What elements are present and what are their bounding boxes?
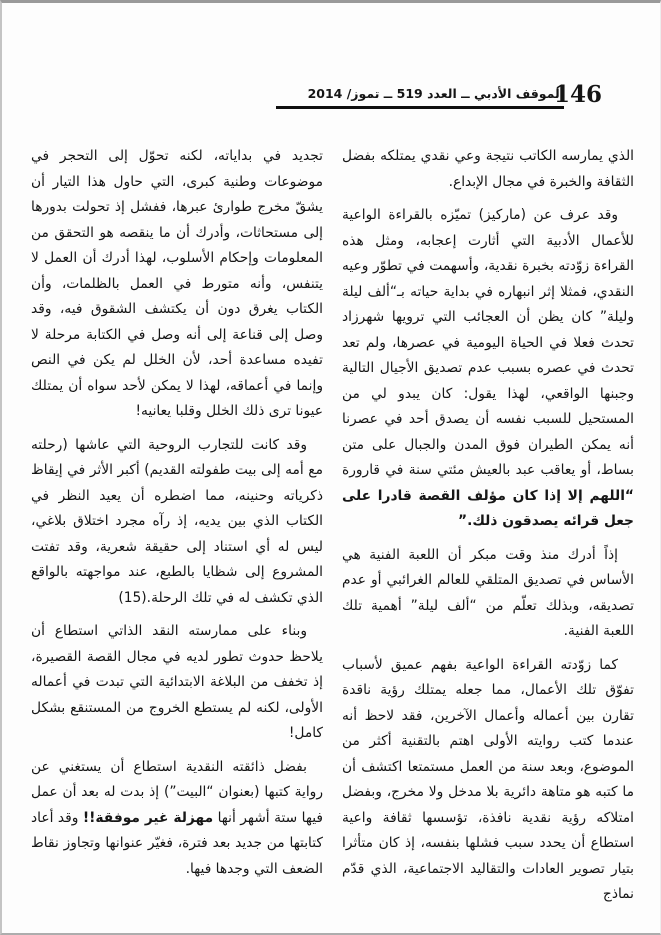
text-run: وقد أعاد كتابتها من جديد بعد فترة، فغيّر عنوانها وتجاوز نقاط الضعف التي وجدها فيها.	[31, 809, 323, 877]
column-left	[31, 144, 323, 933]
text-run: وبناء على ممارسته النقد الذاتي استطاع أن يلاحظ حدوث تطور لديه في مجال القصة القصيرة، إذ تخفف من البلاغة الابتدائية التي تبدت في أعماله الأولى، لكنه لم يستطع الخروج من المستنقع بشكل كامل!	[31, 623, 323, 741]
paragraph	[31, 619, 323, 747]
text-run: الذي يمارسه الكاتب نتيجة وعي نقدي يمتلكه بفضل الثقافة والخبرة في مجال الإبداع.	[342, 148, 634, 190]
article-body	[31, 144, 634, 933]
paragraph	[31, 755, 323, 883]
text-run: وقد كانت للتجارب الروحية التي عاشها (رحلته مع أمه إلى بيت طفولته القديم) أكبر الأثر في إيقاظ ذكرياته وحنينه، مما اضطره أن يعيد النظر في الكتاب الذي بين يديه، إذ رآه مجرد اختلاق بلاغي، ليس له أي استناد إلى حقيقة شعرية، وقد تفتت المشروع إلى شظايا بالطبع، عند مواجهته بالواقع الذي تكشف له في تلك الرحلة.(15)	[31, 436, 323, 606]
journal-header-title: الموقف الأدبي ــ العدد 519 ــ تموز/ 2014	[276, 86, 564, 109]
text-run: كما زوّدته القراءة الواعية بفهم عميق لأسباب تفوّق تلك الأعمال، مما جعله يمتلك رؤية ناقدة تقارن بين أعماله وأعمال الآخرين، فقد لاحظ أنه عندما كتب روايته الأولى اهتم بالتقنية أكثر من الموضوع، وبعد سنة من العمل مستمتعا اكتشف أن ما كتبه هو متاهة دائرية بلا مدخل ولا مخرج، وبفضل امتلاكه رؤية نقدية نافذة، تؤسسها ثقافة واعية استطاع أن يحدد سبب فشلها بنفسه، إذ كان متأثرا بتيار تصوير العادات والتقاليد الاجتماعية، الذي قدّم نماذج	[342, 656, 634, 902]
paragraph	[31, 144, 323, 425]
text-run: تجديد في بداياته، لكنه تحوّل إلى التحجر في موضوعات وطنية كبرى، التي حاول هذا التيار أن يشقّ مخرج طوارئ عبرها، ففشل إذ تحولت بدورها إلى مستحاثات، وأدرك أن ما ينقصه هو التحقق من المعلومات وإحكام الأسلوب، لهذا أدرك أن العمل لا يتنفس، وأنه متورط في العمل بالظلمات، وأن الكتاب يغرق دون أن يكتشف الشقوق فيه، وقد وصل إلى قناعة إلى أنه وصل في الكتابة مرحلة لا تفيده مساعدة أحد، لأن الخلل لم يكن في النص وإنما في أعماقه، لهذا لا يمكن لأحد سواه أن يمتلك عيونا ترى ذلك الخلل وقلبا يعانيه!	[31, 148, 323, 419]
paragraph	[342, 543, 634, 645]
text-run: بفضل ذائقته النقدية استطاع أن يستغني عن رواية كتبها (بعنوان “البيت”) إذ بدت له بعد أن عمل فيها ستة أشهر أنها	[31, 758, 324, 826]
bold-text-run: مهزلة غير موفقة!!	[82, 809, 214, 826]
bold-text-run: “اللهم إلا إذا كان مؤلف القصة قادرا على جعل قرائه يصدقون ذلك.”	[342, 487, 634, 529]
column-right	[342, 144, 634, 933]
page-number: 146	[553, 81, 602, 108]
text-run: إذاً أدرك منذ وقت مبكر أن اللعبة الفنية هي الأساس في تصديق المتلقي للعالم الغرائبي أو عدم تصديقه، وبذلك تعلّم من “ألف ليلة” أهمية تلك اللعبة الفنية.	[342, 546, 634, 639]
paragraph	[342, 653, 634, 908]
paragraph	[31, 433, 323, 612]
text-run: وقد عرف عن (ماركيز) تميّزه بالقراءة الواعية للأعمال الأدبية التي أثارت إعجابه، ومثل هذه القراءة زوّدته بخبرة نقدية، وأسهمت في تطوّر وعيه النقدي، فمثلا إثر انبهاره في بداية حياته بـ“ألف ليلة وليلة” كان يظن أن العجائب التي ترويها شهرزاد تحدث فعلا في الحياة اليومية في عصرها، ولم تعد تحدث في عصره بسبب عدم تصديق الأجيال التالية وجبنها الواقعي، لهذا يقول: كان يبدو لي من المستحيل للسبب نفسه أن يصدق أحد في عصرنا أنه يمكن الطيران فوق المدن والجبال على متن بساط، أو يعاقب عبد بالعيش مئتي سنة في قارورة	[342, 207, 634, 478]
paragraph	[342, 144, 634, 195]
paragraph	[342, 203, 634, 535]
